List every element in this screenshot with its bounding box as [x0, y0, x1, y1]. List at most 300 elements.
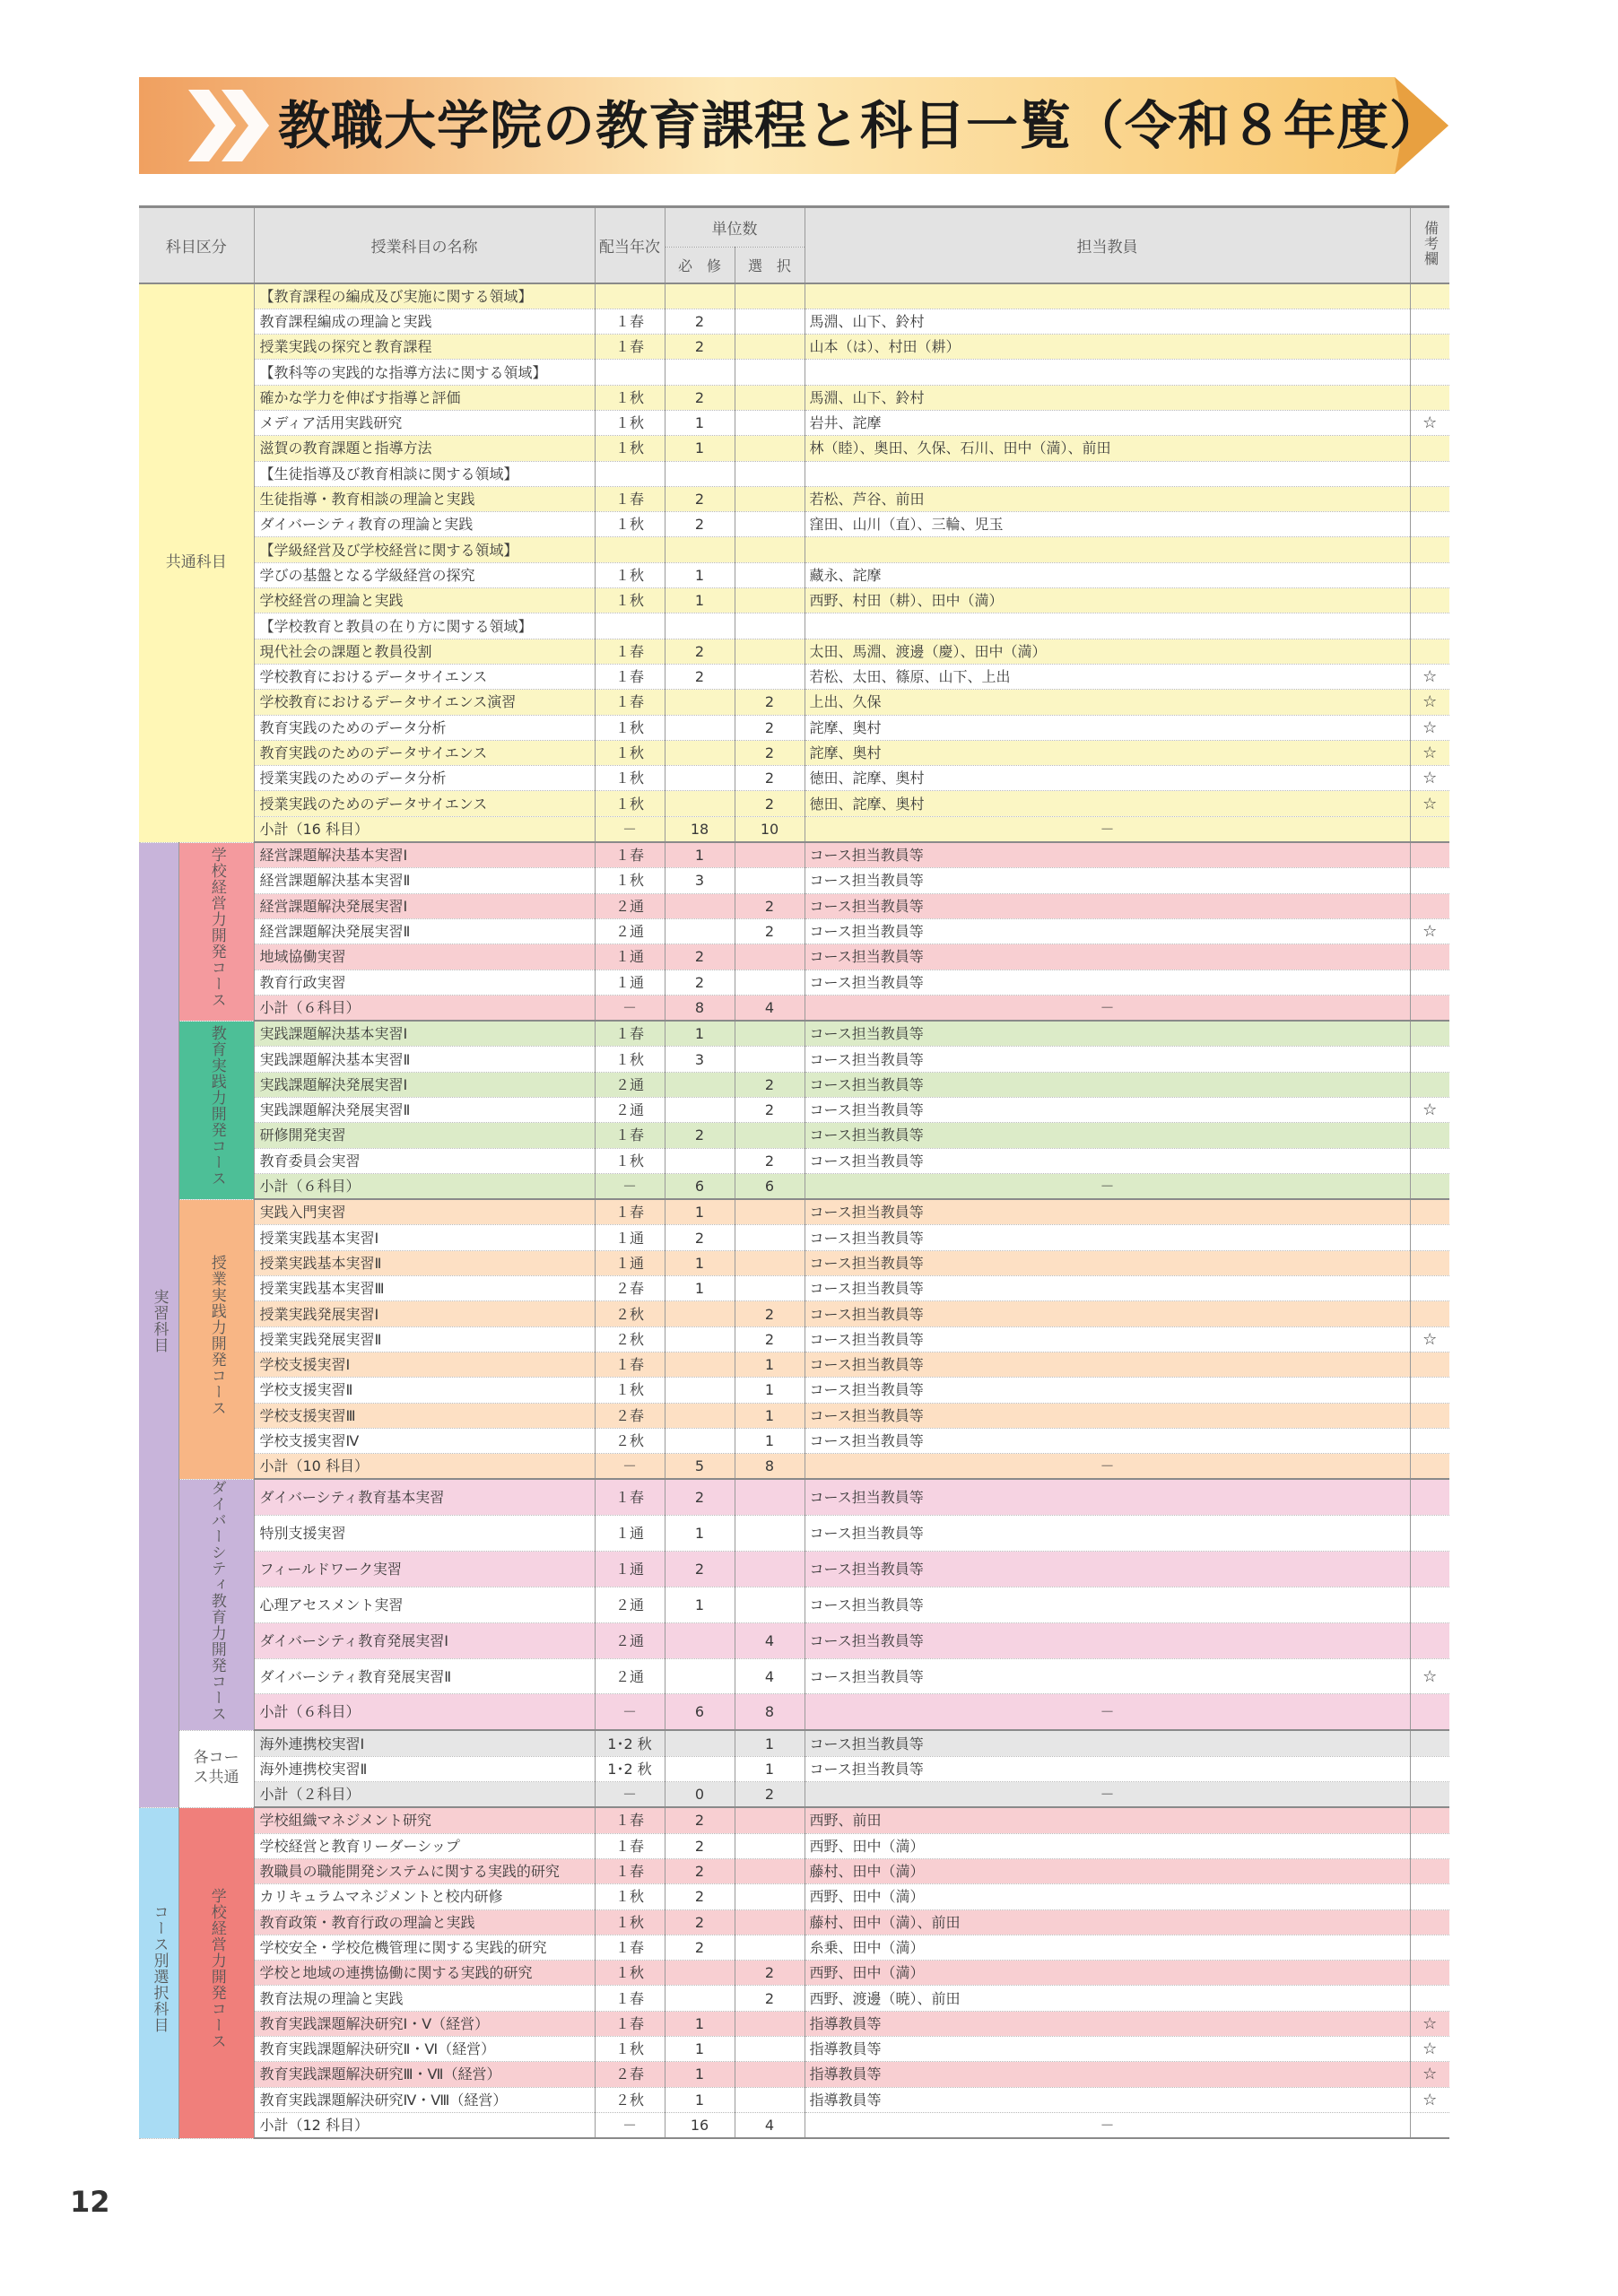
year-cell: １通: [595, 1552, 665, 1587]
subject-name: 学校経営と教育リーダーシップ: [254, 1833, 595, 1858]
year-cell: [595, 537, 665, 562]
required-units: 2: [665, 1807, 735, 1833]
table-row: [139, 410, 1449, 435]
year-cell: １秋: [595, 562, 665, 587]
teachers-cell: コース担当教員等: [805, 1021, 1410, 1047]
elective-units: 2: [735, 1326, 805, 1352]
teachers-cell: コース担当教員等: [805, 1250, 1410, 1275]
table-row: [139, 335, 1449, 360]
remarks-cell: [1410, 1225, 1449, 1250]
year-cell: －: [595, 995, 665, 1021]
elective-units: 2: [735, 740, 805, 765]
year-cell: １秋: [595, 512, 665, 537]
year-cell: １春: [595, 1352, 665, 1377]
header-remarks-text: 備考欄: [1422, 220, 1440, 266]
elective-units: 2: [735, 766, 805, 791]
table-row: [139, 486, 1449, 511]
table-row: [139, 2011, 1449, 2036]
year-cell: １秋: [595, 1909, 665, 1935]
table-row: [139, 1148, 1449, 1173]
subject-name: 実践課題解決発展実習Ⅱ: [254, 1098, 595, 1123]
elective-units: 1: [735, 1730, 805, 1756]
table-row: [139, 1352, 1449, 1377]
teachers-cell: コース担当教員等: [805, 944, 1410, 970]
header-remarks: [1410, 207, 1449, 283]
elective-units: 2: [735, 893, 805, 918]
table-row: [139, 1935, 1449, 1960]
elective-units: 2: [735, 715, 805, 740]
teachers-cell: 若松、太田、篠原、山下、上出: [805, 664, 1410, 689]
teachers-cell: 徳田、詫摩、奥村: [805, 791, 1410, 816]
header-subject-name: 授業科目の名称: [254, 207, 595, 283]
course-label: 各コース共通: [193, 1748, 239, 1787]
course-cell: [178, 842, 254, 1021]
category-label: 共通科目: [165, 553, 227, 572]
table-row: [139, 1516, 1449, 1552]
elective-units: 1: [735, 1428, 805, 1453]
table-row: [139, 1833, 1449, 1858]
remarks-cell: [1410, 613, 1449, 639]
table-row: [139, 588, 1449, 613]
teachers-cell: －: [805, 1694, 1410, 1731]
required-units: 6: [665, 1694, 735, 1731]
required-units: 2: [665, 1225, 735, 1250]
subject-name: 滋賀の教育課題と指導方法: [254, 436, 595, 461]
teachers-cell: コース担当教員等: [805, 1730, 1410, 1756]
year-cell: ２秋: [595, 1428, 665, 1453]
year-cell: １秋: [595, 1378, 665, 1403]
table-row: [139, 944, 1449, 970]
subject-name: 教育実践のためのデータ分析: [254, 715, 595, 740]
elective-units: 4: [735, 1658, 805, 1694]
subject-name: 学校教育におけるデータサイエンス演習: [254, 690, 595, 715]
required-units: [665, 1326, 735, 1352]
required-units: 2: [665, 385, 735, 410]
remarks-cell: [1410, 2112, 1449, 2138]
year-cell: １通: [595, 970, 665, 995]
required-units: [665, 766, 735, 791]
elective-units: [735, 335, 805, 360]
table-row: [139, 868, 1449, 893]
subject-name: カリキュラムマネジメントと校内研修: [254, 1884, 595, 1909]
subject-name: 【教育課程の編成及び実施に関する領域】: [254, 283, 595, 309]
year-cell: ２通: [595, 1658, 665, 1694]
subject-name: 授業実践発展実習Ⅱ: [254, 1326, 595, 1352]
remarks-cell: [1410, 1403, 1449, 1428]
required-units: 2: [665, 309, 735, 334]
subtotal-row: [139, 1782, 1449, 1808]
year-cell: １春: [595, 1858, 665, 1883]
star-icon: ☆: [1410, 766, 1449, 791]
course-label: 教育実践力開発コース: [207, 1025, 226, 1187]
required-units: 2: [665, 664, 735, 689]
table-row: [139, 1326, 1449, 1352]
subject-name: ダイバーシティ教育発展実習Ⅱ: [254, 1658, 595, 1694]
table-row: [139, 639, 1449, 664]
teachers-cell: コース担当教員等: [805, 1072, 1410, 1097]
year-cell: １秋: [595, 791, 665, 816]
required-units: [665, 1756, 735, 1781]
subtotal-row: [139, 816, 1449, 842]
required-units: 1: [665, 562, 735, 587]
subject-name: 現代社会の課題と教員役割: [254, 639, 595, 664]
star-icon: ☆: [1410, 2087, 1449, 2112]
required-units: [665, 1148, 735, 1173]
elective-units: [735, 1276, 805, 1301]
required-units: 2: [665, 1858, 735, 1883]
teachers-cell: －: [805, 2112, 1410, 2138]
subject-name: 学校経営の理論と実践: [254, 588, 595, 613]
required-units: 2: [665, 1909, 735, 1935]
required-units: [665, 1986, 735, 2011]
year-cell: １秋: [595, 588, 665, 613]
year-cell: １秋: [595, 1961, 665, 1986]
year-cell: １通: [595, 1225, 665, 1250]
subject-name: 学校支援実習Ⅲ: [254, 1403, 595, 1428]
table-row: [139, 715, 1449, 740]
elective-units: 2: [735, 1986, 805, 2011]
elective-units: 10: [735, 816, 805, 842]
table-row: [139, 1986, 1449, 2011]
teachers-cell: [805, 283, 1410, 309]
domain-header-row: [139, 283, 1449, 309]
year-cell: ２通: [595, 893, 665, 918]
teachers-cell: コース担当教員等: [805, 918, 1410, 944]
teachers-cell: コース担当教員等: [805, 842, 1410, 868]
domain-header-row: [139, 360, 1449, 385]
table-row: [139, 1098, 1449, 1123]
subject-name: 地域協働実習: [254, 944, 595, 970]
table-row: [139, 1123, 1449, 1148]
elective-units: 2: [735, 1782, 805, 1808]
teachers-cell: 藤村、田中（満）: [805, 1858, 1410, 1883]
course-cell: [178, 1807, 254, 2138]
table-row: [139, 309, 1449, 334]
required-units: 2: [665, 1552, 735, 1587]
subject-name: ダイバーシティ教育の理論と実践: [254, 512, 595, 537]
subject-name: 授業実践基本実習Ⅱ: [254, 1250, 595, 1275]
year-cell: １通: [595, 944, 665, 970]
star-icon: ☆: [1410, 918, 1449, 944]
subject-name: 学校安全・学校危機管理に関する実践的研究: [254, 1935, 595, 1960]
elective-units: [735, 1021, 805, 1047]
remarks-cell: [1410, 461, 1449, 486]
subject-name: 教育委員会実習: [254, 1148, 595, 1173]
category-cell: [139, 1807, 178, 2138]
required-units: 1: [665, 1199, 735, 1225]
year-cell: １秋: [595, 1884, 665, 1909]
subtotal-label: 小計（６科目）: [254, 1173, 595, 1199]
header-units: 単位数: [665, 207, 805, 248]
elective-units: [735, 436, 805, 461]
remarks-cell: [1410, 436, 1449, 461]
subtotal-row: [139, 995, 1449, 1021]
table-row: [139, 1276, 1449, 1301]
remarks-cell: [1410, 1021, 1449, 1047]
teachers-cell: 指導教員等: [805, 2011, 1410, 2036]
teachers-cell: －: [805, 816, 1410, 842]
required-units: [665, 1352, 735, 1377]
teachers-cell: －: [805, 1454, 1410, 1480]
remarks-cell: [1410, 842, 1449, 868]
year-cell: ２秋: [595, 2087, 665, 2112]
required-units: 3: [665, 1047, 735, 1072]
subtotal-row: [139, 1694, 1449, 1731]
table-row: [139, 970, 1449, 995]
header-elective: 選 択: [735, 248, 805, 283]
subject-name: 学校と地域の連携協働に関する実践的研究: [254, 1961, 595, 1986]
table-row: [139, 740, 1449, 765]
table-row: [139, 2062, 1449, 2087]
table-row: [139, 1378, 1449, 1403]
teachers-cell: 西野、前田: [805, 1807, 1410, 1833]
remarks-cell: [1410, 1454, 1449, 1480]
teachers-cell: 指導教員等: [805, 2062, 1410, 2087]
subject-name: 教職員の職能開発システムに関する実践的研究: [254, 1858, 595, 1883]
year-cell: －: [595, 2112, 665, 2138]
required-units: 1: [665, 588, 735, 613]
category-cell: [139, 842, 178, 1807]
table-row: [139, 893, 1449, 918]
required-units: [665, 1301, 735, 1326]
subject-name: 経営課題解決発展実習Ⅱ: [254, 918, 595, 944]
subject-name: 学校支援実習Ⅱ: [254, 1378, 595, 1403]
teachers-cell: コース担当教員等: [805, 1047, 1410, 1072]
elective-units: 2: [735, 1961, 805, 1986]
table-row: [139, 1072, 1449, 1097]
year-cell: １秋: [595, 436, 665, 461]
teachers-cell: 西野、村田（耕）、田中（満）: [805, 588, 1410, 613]
course-label: ダイバーシティ教育力開発コース: [207, 1479, 226, 1722]
subject-name: 教育実践課題解決研究Ⅰ・Ⅴ（経営）: [254, 2011, 595, 2036]
subject-name: 経営課題解決基本実習Ⅰ: [254, 842, 595, 868]
year-cell: １春: [595, 842, 665, 868]
star-icon: ☆: [1410, 2037, 1449, 2062]
subject-name: 実践入門実習: [254, 1199, 595, 1225]
header-year: 配当年次: [595, 207, 665, 283]
elective-units: [735, 2037, 805, 2062]
teachers-cell: コース担当教員等: [805, 1658, 1410, 1694]
remarks-cell: [1410, 1301, 1449, 1326]
header-required: 必 修: [665, 248, 735, 283]
elective-units: [735, 1833, 805, 1858]
domain-header-row: [139, 461, 1449, 486]
elective-units: 8: [735, 1454, 805, 1480]
year-cell: １秋: [595, 385, 665, 410]
teachers-cell: コース担当教員等: [805, 1587, 1410, 1623]
teachers-cell: コース担当教員等: [805, 893, 1410, 918]
teachers-cell: コース担当教員等: [805, 1225, 1410, 1250]
elective-units: [735, 664, 805, 689]
title-banner: [139, 77, 1448, 174]
year-cell: [595, 283, 665, 309]
required-units: [665, 918, 735, 944]
subject-name: 授業実践のためのデータ分析: [254, 766, 595, 791]
year-cell: １秋: [595, 740, 665, 765]
course-label: 学校経営力開発コース: [207, 847, 226, 1009]
required-units: 2: [665, 1833, 735, 1858]
remarks-cell: [1410, 1199, 1449, 1225]
required-units: 2: [665, 1935, 735, 1960]
subtotal-label: 小計（12 科目）: [254, 2112, 595, 2138]
remarks-cell: [1410, 1622, 1449, 1658]
teachers-cell: 西野、田中（満）: [805, 1833, 1410, 1858]
required-units: 0: [665, 1782, 735, 1808]
remarks-cell: [1410, 1428, 1449, 1453]
elective-units: [735, 588, 805, 613]
table-row: [139, 1756, 1449, 1781]
star-icon: ☆: [1410, 1326, 1449, 1352]
teachers-cell: コース担当教員等: [805, 1403, 1410, 1428]
elective-units: 4: [735, 995, 805, 1021]
elective-units: 2: [735, 918, 805, 944]
star-icon: ☆: [1410, 1098, 1449, 1123]
table-row: [139, 1858, 1449, 1883]
remarks-cell: [1410, 360, 1449, 385]
table-row: [139, 918, 1449, 944]
remarks-cell: [1410, 816, 1449, 842]
required-units: [665, 1622, 735, 1658]
teachers-cell: －: [805, 1782, 1410, 1808]
elective-units: [735, 2011, 805, 2036]
remarks-cell: [1410, 588, 1449, 613]
required-units: 2: [665, 639, 735, 664]
year-cell: 1･2 秋: [595, 1730, 665, 1756]
subject-name: 海外連携校実習Ⅱ: [254, 1756, 595, 1781]
page-title: 教職大学院の教育課程と科目一覧（令和８年度）: [278, 95, 1443, 156]
required-units: 16: [665, 2112, 735, 2138]
remarks-cell: [1410, 1884, 1449, 1909]
required-units: [665, 893, 735, 918]
year-cell: １春: [595, 664, 665, 689]
required-units: [665, 613, 735, 639]
remarks-cell: [1410, 1756, 1449, 1781]
table-body: [139, 283, 1449, 2139]
remarks-cell: [1410, 868, 1449, 893]
table-row: [139, 1961, 1449, 1986]
year-cell: ２通: [595, 1098, 665, 1123]
year-cell: １秋: [595, 1047, 665, 1072]
remarks-cell: [1410, 944, 1449, 970]
elective-units: 1: [735, 1352, 805, 1377]
year-cell: ２通: [595, 918, 665, 944]
elective-units: [735, 1123, 805, 1148]
subject-name: ダイバーシティ教育発展実習Ⅰ: [254, 1622, 595, 1658]
subtotal-row: [139, 2112, 1449, 2138]
course-cell: [178, 1479, 254, 1730]
required-units: [665, 1378, 735, 1403]
year-cell: １春: [595, 1199, 665, 1225]
teachers-cell: コース担当教員等: [805, 1516, 1410, 1552]
elective-units: [735, 486, 805, 511]
subject-name: 学びの基盤となる学級経営の探究: [254, 562, 595, 587]
elective-units: [735, 410, 805, 435]
subject-name: 海外連携校実習Ⅰ: [254, 1730, 595, 1756]
teachers-cell: コース担当教員等: [805, 1622, 1410, 1658]
elective-units: 8: [735, 1694, 805, 1731]
year-cell: １春: [595, 1833, 665, 1858]
star-icon: ☆: [1410, 2011, 1449, 2036]
subject-name: 特別支援実習: [254, 1516, 595, 1552]
subtotal-label: 小計（16 科目）: [254, 816, 595, 842]
required-units: 2: [665, 944, 735, 970]
teachers-cell: コース担当教員等: [805, 1756, 1410, 1781]
required-units: [665, 1098, 735, 1123]
elective-units: [735, 1250, 805, 1275]
required-units: 1: [665, 842, 735, 868]
table-row: [139, 2087, 1449, 2112]
teachers-cell: コース担当教員等: [805, 1301, 1410, 1326]
teachers-cell: コース担当教員等: [805, 868, 1410, 893]
remarks-cell: [1410, 639, 1449, 664]
required-units: 18: [665, 816, 735, 842]
teachers-cell: [805, 360, 1410, 385]
elective-units: [735, 944, 805, 970]
elective-units: [735, 283, 805, 309]
remarks-cell: [1410, 1935, 1449, 1960]
required-units: 2: [665, 970, 735, 995]
required-units: [665, 1961, 735, 1986]
table-row: [139, 1225, 1449, 1250]
subject-name: 心理アセスメント実習: [254, 1587, 595, 1623]
year-cell: １春: [595, 486, 665, 511]
required-units: 1: [665, 2062, 735, 2087]
subject-name: 教育課程編成の理論と実践: [254, 309, 595, 334]
subtotal-label: 小計（６科目）: [254, 1694, 595, 1731]
elective-units: [735, 970, 805, 995]
year-cell: １春: [595, 690, 665, 715]
remarks-cell: [1410, 1909, 1449, 1935]
star-icon: ☆: [1410, 791, 1449, 816]
required-units: 2: [665, 1479, 735, 1516]
teachers-cell: コース担当教員等: [805, 1123, 1410, 1148]
required-units: [665, 283, 735, 309]
remarks-cell: [1410, 512, 1449, 537]
year-cell: １春: [595, 1807, 665, 1833]
required-units: [665, 461, 735, 486]
required-units: 2: [665, 486, 735, 511]
table-row: [139, 1199, 1449, 1225]
subject-name: 授業実践基本実習Ⅲ: [254, 1276, 595, 1301]
elective-units: [735, 1047, 805, 1072]
elective-units: [735, 1587, 805, 1623]
subject-name: 学校組織マネジメント研究: [254, 1807, 595, 1833]
table-row: [139, 385, 1449, 410]
elective-units: [735, 2087, 805, 2112]
year-cell: 1･2 秋: [595, 1756, 665, 1781]
teachers-cell: 徳田、詫摩、奥村: [805, 766, 1410, 791]
required-units: 5: [665, 1454, 735, 1480]
year-cell: －: [595, 1173, 665, 1199]
remarks-cell: [1410, 385, 1449, 410]
elective-units: [735, 562, 805, 587]
subject-name: 教育実践課題解決研究Ⅲ・Ⅶ（経営）: [254, 2062, 595, 2087]
table-row: [139, 1807, 1449, 1833]
remarks-cell: [1410, 893, 1449, 918]
elective-units: [735, 385, 805, 410]
remarks-cell: [1410, 1986, 1449, 2011]
required-units: 1: [665, 1250, 735, 1275]
teachers-cell: 林（睦）、奥田、久保、石川、田中（満）、前田: [805, 436, 1410, 461]
remarks-cell: [1410, 1516, 1449, 1552]
table-row: [139, 1428, 1449, 1453]
teachers-cell: 山本（は）、村田（耕）: [805, 335, 1410, 360]
remarks-cell: [1410, 1479, 1449, 1516]
year-cell: [595, 461, 665, 486]
elective-units: [735, 512, 805, 537]
category-cell: [139, 283, 254, 843]
subject-name: 教育実践課題解決研究Ⅱ・Ⅵ（経営）: [254, 2037, 595, 2062]
